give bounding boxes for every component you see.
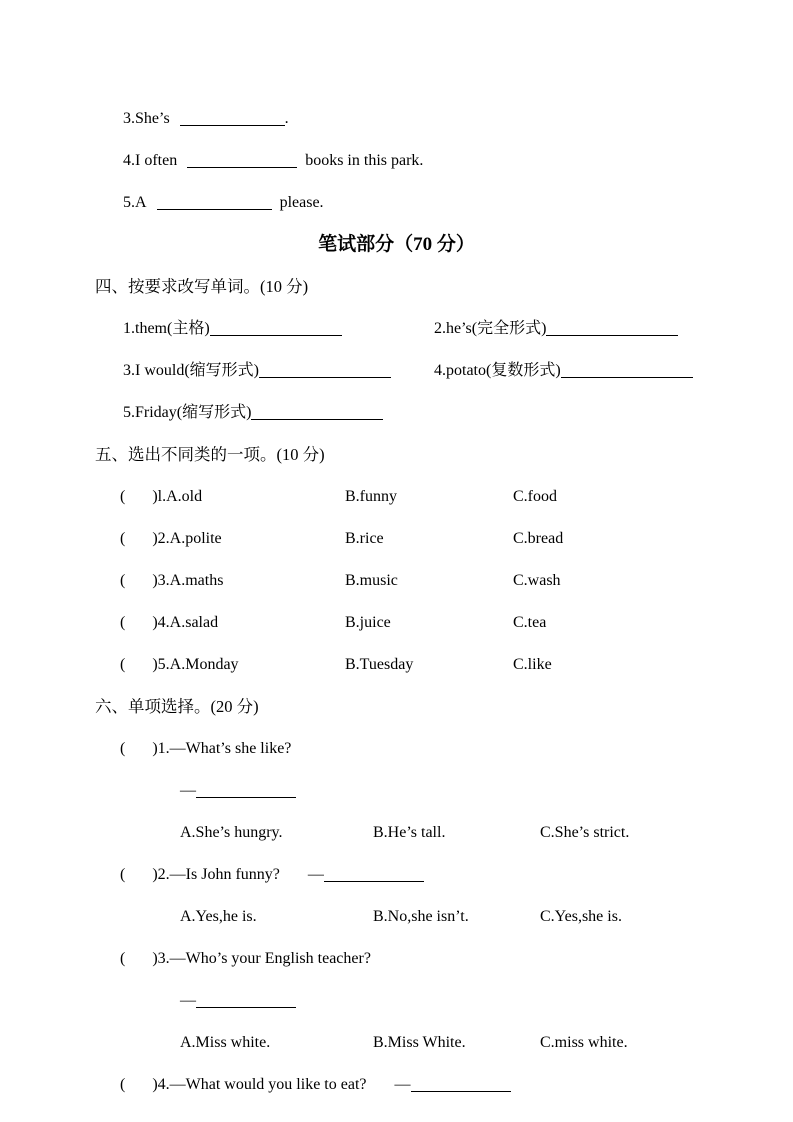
- answer-blank: [187, 154, 297, 168]
- answer-blank: [196, 994, 296, 1008]
- option-a-cell: [120, 644, 345, 686]
- classify-row-4: [0, 602, 793, 644]
- option-a: A.Miss white.: [180, 1034, 271, 1051]
- answer-blank: [210, 322, 342, 336]
- classify-row-3: [0, 560, 793, 602]
- answer-blank: [157, 196, 272, 210]
- classify-row-2: [0, 518, 793, 560]
- question-text: )3.—Who’s your English teacher?: [152, 950, 371, 967]
- dash: —: [180, 782, 196, 799]
- answer-paren: (: [120, 572, 126, 589]
- answer-blank: [411, 1078, 511, 1092]
- option-b: B.No,she isn’t.: [373, 908, 469, 925]
- option-a: )2.A.polite: [152, 530, 222, 547]
- option-c: C.She’s strict.: [540, 824, 630, 841]
- option-b: B.funny: [345, 488, 397, 505]
- dash: —: [394, 1076, 411, 1093]
- answer-blank: [324, 868, 424, 882]
- answer-paren: (: [120, 1076, 126, 1093]
- rewrite-row: [0, 392, 793, 434]
- item-label: 3.I would(缩写形式): [123, 362, 259, 379]
- option-c: C.food: [513, 488, 557, 505]
- rewrite-item: [123, 392, 434, 434]
- answer-blank: [561, 364, 693, 378]
- question-text: 4.I often: [123, 152, 178, 169]
- mc-question-3: [0, 938, 793, 980]
- answer-blank: [251, 406, 383, 420]
- dash: —: [180, 992, 196, 1009]
- rewrite-item: [123, 350, 434, 392]
- answer-paren: (: [120, 488, 126, 505]
- mc-question-3-blank: [0, 980, 793, 1022]
- option-c: C.bread: [513, 530, 564, 547]
- answer-paren: (: [120, 530, 126, 547]
- rewrite-item: [434, 308, 678, 350]
- answer-blank: [196, 784, 296, 798]
- mc-question-1: [0, 728, 793, 770]
- option-a-cell: [120, 602, 345, 644]
- question-text: books in this park.: [305, 152, 424, 169]
- option-b: B.Miss White.: [373, 1034, 466, 1051]
- fill-question-3: [0, 98, 793, 140]
- section-4-title: 四、按要求改写单词。(10 分): [95, 277, 309, 296]
- option-c: C.tea: [513, 614, 547, 631]
- option-a: A.Yes,he is.: [180, 908, 257, 925]
- answer-paren: (: [120, 950, 126, 967]
- option-b: B.rice: [345, 530, 384, 547]
- option-c: C.wash: [513, 572, 561, 589]
- answer-blank: [259, 364, 391, 378]
- option-a: A.She’s hungry.: [180, 824, 283, 841]
- option-a: )4.A.salad: [152, 614, 219, 631]
- option-b: B.Tuesday: [345, 656, 414, 673]
- item-label: 4.potato(复数形式): [434, 362, 561, 379]
- section-5-title: 五、选出不同类的一项。(10 分): [95, 445, 325, 464]
- option-a-cell: [120, 518, 345, 560]
- question-text: .: [284, 110, 289, 127]
- written-section-heading: 笔试部分（70 分）: [318, 234, 475, 255]
- answer-blank: [180, 112, 285, 126]
- item-label: 2.he’s(完全形式): [434, 320, 547, 337]
- question-text: 3.She’s: [123, 110, 170, 127]
- classify-row-5: [0, 644, 793, 686]
- mc-question-2-options: [0, 896, 793, 938]
- option-c: C.miss white.: [540, 1034, 628, 1051]
- fill-question-4: [0, 140, 793, 182]
- mc-question-1-options: [0, 812, 793, 854]
- option-a: )3.A.maths: [152, 572, 224, 589]
- option-b: B.He’s tall.: [373, 824, 446, 841]
- answer-paren: (: [120, 866, 126, 883]
- rewrite-row: [0, 350, 793, 392]
- classify-row-1: [0, 476, 793, 518]
- rewrite-item: [434, 350, 693, 392]
- fill-question-5: [0, 182, 793, 224]
- question-text: 5.A: [123, 194, 147, 211]
- answer-paren: (: [120, 656, 126, 673]
- mc-question-2: [0, 854, 793, 896]
- item-label: 1.them(主格): [123, 320, 210, 337]
- item-label: 5.Friday(缩写形式): [123, 404, 252, 421]
- dash: —: [307, 866, 324, 883]
- option-b: B.juice: [345, 614, 391, 631]
- question-text: please.: [279, 194, 324, 211]
- option-a: )5.A.Monday: [152, 656, 239, 673]
- answer-paren: (: [120, 614, 126, 631]
- section-6-title: 六、单项选择。(20 分): [95, 697, 259, 716]
- mc-question-3-options: [0, 1022, 793, 1064]
- rewrite-row: [0, 308, 793, 350]
- option-b: B.music: [345, 572, 398, 589]
- option-a-cell: [120, 476, 345, 518]
- question-text: )4.—What would you like to eat?: [152, 1076, 367, 1093]
- question-text: )2.—Is John funny?: [152, 866, 280, 883]
- mc-question-1-blank: [0, 770, 793, 812]
- question-text: )1.—What’s she like?: [152, 740, 292, 757]
- option-c: C.Yes,she is.: [540, 908, 622, 925]
- option-c: C.like: [513, 656, 552, 673]
- option-a: )l.A.old: [152, 488, 203, 505]
- mc-question-4: [0, 1064, 793, 1106]
- answer-paren: (: [120, 740, 126, 757]
- option-a-cell: [120, 560, 345, 602]
- answer-blank: [546, 322, 678, 336]
- rewrite-item: [123, 308, 434, 350]
